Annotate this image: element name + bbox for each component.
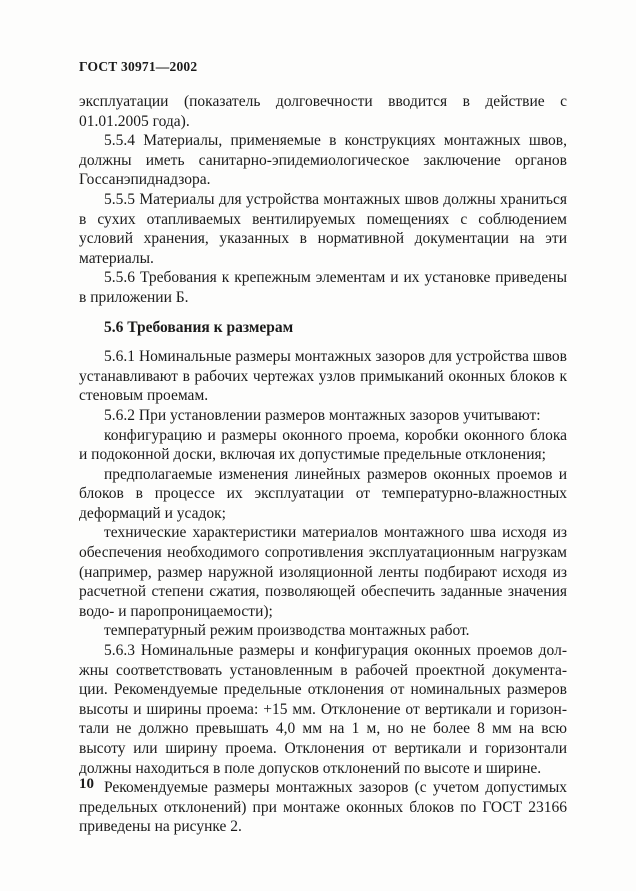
paragraph-5-5-4: 5.5.4 Материалы, применяемые в конструкциях монтажных швов, должны иметь санитарно-эпидемиологическое заключение органов Госсанэпиднадзора.: [79, 132, 567, 189]
paragraph-5-5-5: 5.5.5 Материалы для устройства монтажных швов должны храниться в сухих отапливаемых вентилируемых помещениях с соблюдением условий хранения, указанных в нормативной документации на эти материалы.: [79, 190, 567, 267]
list-item-configuration: конфигурацию и размеры оконного проема, коробки оконного блока и подоконной доски, включая их допустимые предельные отклонения;: [79, 426, 567, 464]
paragraph-5-6-2: 5.6.2 При установлении размеров монтажных зазоров учитывают:: [104, 406, 541, 424]
paragraph-continuation: эксплуатации (показатель долговечности вводится в действие с 01.01.2005 года).: [79, 93, 567, 130]
paragraph-5-6-1: 5.6.1 Номинальные размеры монтажных зазоров для устройства швов устанавливают в рабочих чертежах узлов примыканий оконных блоков к стеновым проемам.: [79, 348, 567, 405]
list-item-temperature-mode: температурный режим производства монтажных работ.: [104, 622, 470, 640]
page-number: 10: [79, 776, 94, 792]
page-content: [79, 92, 567, 837]
paragraph-5-6-3: 5.6.3 Номинальные размеры и конфигурация оконных проемов должны соответствовать установленным в рабочей проектной документации. Рекомендуемые предельные отклонения от номинальных размеров высоты и ширины проема: +15 мм. Отклонение от вертикали и горизонтали не должно превышать 4,0 мм на 1 м, но не более 8 мм на всю высоту или ширину проема. Отклонения от вертикали и горизонтали должны находиться в поле допусков отклонений по высоте и ширине.: [79, 642, 567, 777]
list-item-size-changes: предполагаемые изменения линейных размеров оконных проемов и блоков в процессе их эксплуатации от температурно-влажностных деформаций и усадок;: [79, 465, 567, 522]
list-item-material-characteristics: технические характеристики материалов монтажного шва исходя из обеспечения необходимого сопротивления эксплуатационным нагрузкам (например, размер наружной изоляционной ленты подбирают исходя из расчетной степени сжатия, позволяющей обеспечить заданные значения водо- и паропроницаемости);: [79, 524, 567, 620]
paragraph-5-5-6: 5.5.6 Требования к крепежным элементам и их установке приведены в приложении Б.: [79, 269, 567, 306]
standard-header: ГОСТ 30971—2002: [79, 59, 198, 74]
paragraph-recommended-gaps: Рекомендуемые размеры монтажных зазоров (с учетом допустимых предельных отклонений) при монтаже оконных блоков по ГОСТ 23166 приведены на рисунке 2.: [79, 779, 567, 836]
section-heading-5-6: 5.6 Требования к размерам: [104, 318, 294, 336]
